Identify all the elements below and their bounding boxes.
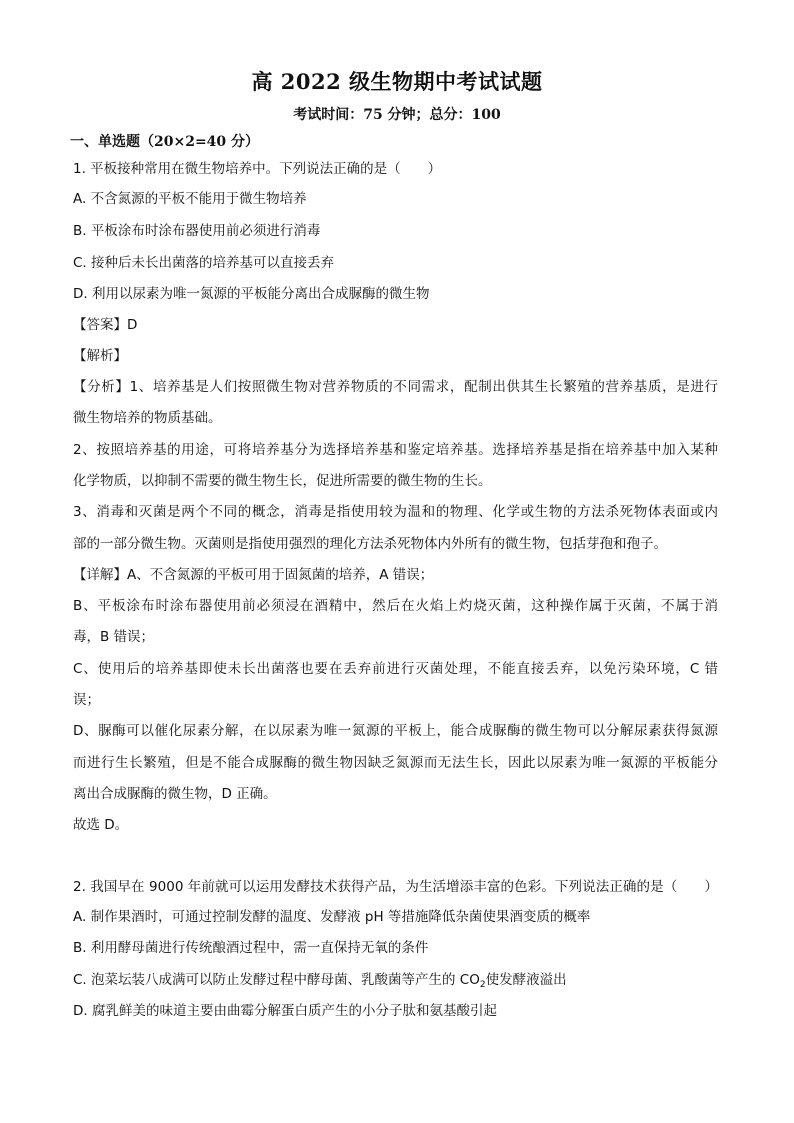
question-1-option-d: D. 利用以尿素为唯一氮源的平板能分离出合成脲酶的微生物 — [73, 286, 430, 302]
exam-subtitle: 考试时间：75 分钟；总分：100 — [293, 107, 501, 123]
section-heading: 一、单选题（20×2=40 分） — [70, 134, 260, 150]
analysis-line: 化学物质，以抑制不需要的微生物生长，促进所需要的微生物的生长。 — [73, 473, 492, 489]
question-1-answer: 【答案】D — [73, 317, 138, 333]
question-2-stem: 2. 我国早在 9000 年前就可以运用发酵技术获得产品，为生活增添丰富的色彩。下列说法正确的是（ ） — [73, 879, 718, 895]
analysis-line: D、脲酶可以催化尿素分解，在以尿素为唯一氮源的平板上，能合成脲酶的微生物可以分解尿素获得氮源 — [73, 723, 718, 739]
question-2-option-c — [73, 971, 567, 994]
question-1-option-c: C. 接种后未长出菌落的培养基可以直接丢弃 — [73, 255, 335, 271]
co2-subscript: 2 — [479, 980, 486, 990]
analysis-line: B、平板涂布时涂布器使用前必须浸在酒精中，然后在火焰上灼烧灭菌，这种操作属于灭菌，不属于消 — [73, 598, 718, 614]
option-c-text-end: 使发酵液溢出 — [485, 972, 567, 988]
question-2-option-d: D. 腐乳鲜美的味道主要由曲霉分解蛋白质产生的小分子肽和氨基酸引起 — [73, 1003, 497, 1019]
option-c-text: C. 泡菜坛装八成满可以防止发酵过程中酵母菌、乳酸菌等产生的 CO — [73, 972, 480, 988]
analysis-line: 【详解】A、不含氮源的平板可用于固氮菌的培养，A 错误； — [73, 567, 434, 583]
question-1-analysis-label: 【解析】 — [73, 348, 127, 364]
analysis-line: 【分析】1、培养基是人们按照微生物对营养物质的不同需求，配制出供其生长繁殖的营养基质，是进行 — [73, 379, 718, 395]
analysis-line: 离出合成脲酶的微生物，D 正确。 — [73, 786, 277, 802]
analysis-line: 毒，B 错误； — [73, 629, 155, 645]
analysis-line: 3、消毒和灭菌是两个不同的概念，消毒是指使用较为温和的物理、化学或生物的方法杀死物体表面或内 — [73, 504, 718, 520]
analysis-line: 2、按照培养基的用途，可将培养基分为选择培养基和鉴定培养基。选择培养基是指在培养基中加入某种 — [73, 442, 718, 458]
exam-title: 高 2022 级生物期中考试试题 — [251, 69, 543, 94]
question-1-stem: 1. 平板接种常用在微生物培养中。下列说法正确的是（ ） — [73, 161, 442, 177]
question-1-option-b: B. 平板涂布时涂布器使用前必须进行消毒 — [73, 223, 321, 239]
analysis-line: 误； — [73, 692, 100, 708]
question-1-option-a: A. 不含氮源的平板不能用于微生物培养 — [73, 191, 307, 207]
analysis-line: 部的一部分微生物。灭菌则是指使用强烈的理化方法杀死物体内外所有的微生物，包括芽孢和孢子。 — [73, 536, 667, 552]
question-2-option-b: B. 利用酵母菌进行传统酿酒过程中，需一直保持无氧的条件 — [73, 940, 429, 956]
analysis-line: C、使用后的培养基即使未长出菌落也要在丢弃前进行灭菌处理，不能直接丢弃，以免污染环境，C 错 — [73, 661, 718, 677]
analysis-line: 微生物培养的物质基础。 — [73, 410, 222, 426]
analysis-line: 故选 D。 — [73, 817, 129, 833]
question-2-option-a: A. 制作果酒时，可通过控制发酵的温度、发酵液 pH 等措施降低杂菌使果酒变质的概率 — [73, 909, 591, 925]
analysis-line: 而进行生长繁殖，但是不能合成脲酶的微生物因缺乏氮源而无法生长，因此以尿素为唯一氮源的平板能分 — [73, 755, 718, 771]
